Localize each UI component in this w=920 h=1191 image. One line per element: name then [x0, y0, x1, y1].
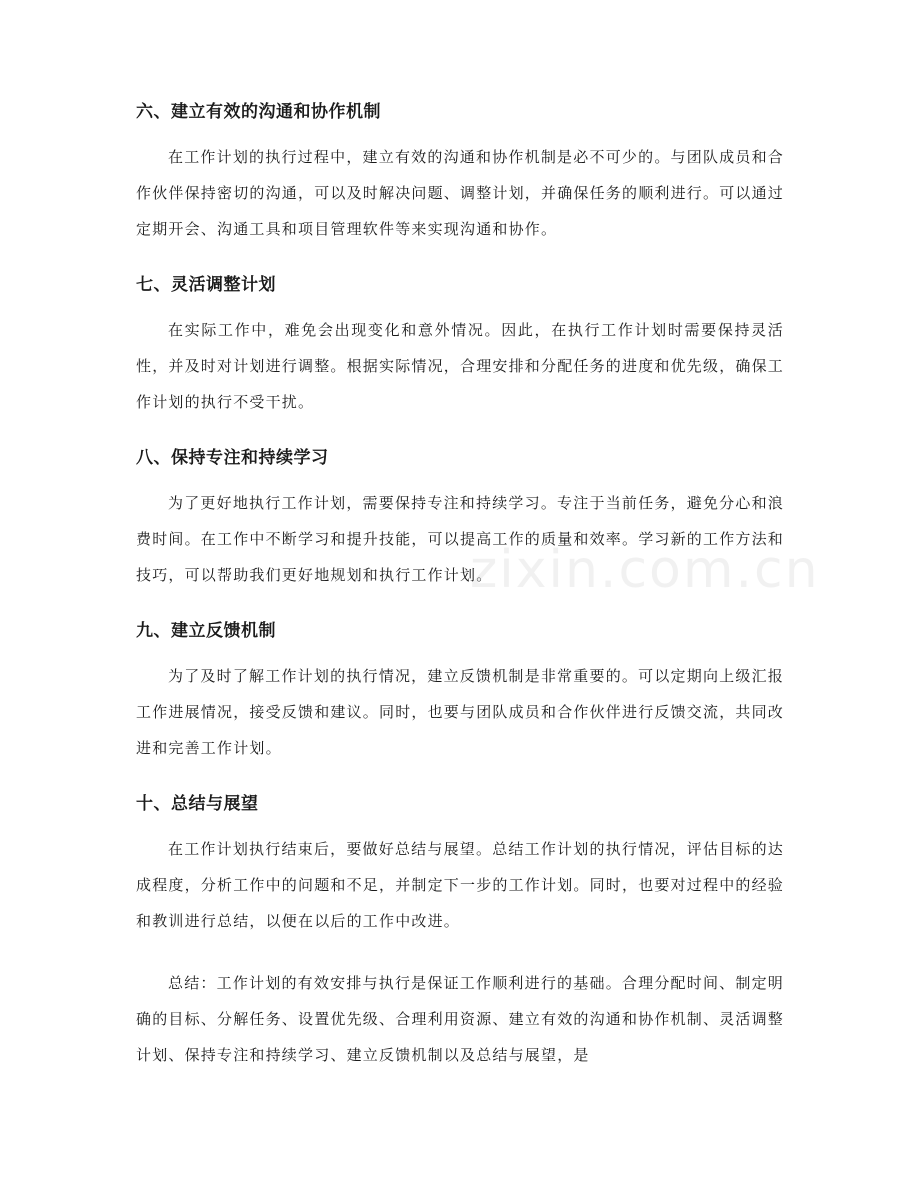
section-paragraph: 为了及时了解工作计划的执行情况，建立反馈机制是非常重要的。可以定期向上级汇报工作进展情况，接受反馈和建议。同时，也要与团队成员和合作伙伴进行反馈交流，共同改进和完善工作计划。: [136, 667, 785, 757]
section-paragraph: 在实际工作中，难免会出现变化和意外情况。因此，在执行工作计划时需要保持灵活性，并及时对计划进行调整。根据实际情况，合理安排和分配任务的进度和优先级，确保工作计划的执行不受干扰。: [136, 321, 785, 411]
section-paragraph: 在工作计划的执行过程中，建立有效的沟通和协作机制是必不可少的。与团队成员和合作伙伴保持密切的沟通，可以及时解决问题、调整计划，并确保任务的顺利进行。可以通过定期开会、沟通工具和项目管理软件等来实现沟通和协作。: [136, 148, 785, 238]
section-heading: 九、建立反馈机制: [136, 621, 276, 641]
section-8: [136, 446, 784, 593]
section-paragraph: 为了更好地执行工作计划，需要保持专注和持续学习。专注于当前任务，避免分心和浪费时间。在工作中不断学习和提升技能，可以提高工作的质量和效率。学习新的工作方法和技巧，可以帮助我们更好地规划和执行工作计划。: [136, 494, 785, 584]
section-10: [136, 792, 784, 939]
section-heading: 八、保持专注和持续学习: [136, 448, 329, 468]
summary-paragraph: 总结：工作计划的有效安排与执行是保证工作顺利进行的基础。合理分配时间、制定明确的目标、分解任务、设置优先级、合理利用资源、建立有效的沟通和协作机制、灵活调整计划、保持专注和持续学习、建立反馈机制以及总结与展望，是: [136, 974, 785, 1064]
section-9: [136, 619, 784, 766]
document-page: [136, 100, 784, 1073]
section-heading: 十、总结与展望: [136, 794, 259, 814]
section-heading: 七、灵活调整计划: [136, 275, 276, 295]
section-paragraph: 在工作计划执行结束后，要做好总结与展望。总结工作计划的执行情况，评估目标的达成程度，分析工作中的问题和不足，并制定下一步的工作计划。同时，也要对过程中的经验和教训进行总结，以便在以后的工作中改进。: [136, 840, 785, 930]
section-heading: 六、建立有效的沟通和协作机制: [136, 102, 381, 122]
section-7: [136, 273, 784, 420]
section-6: [136, 100, 784, 247]
watermark: zixin.com.cn: [470, 540, 820, 600]
